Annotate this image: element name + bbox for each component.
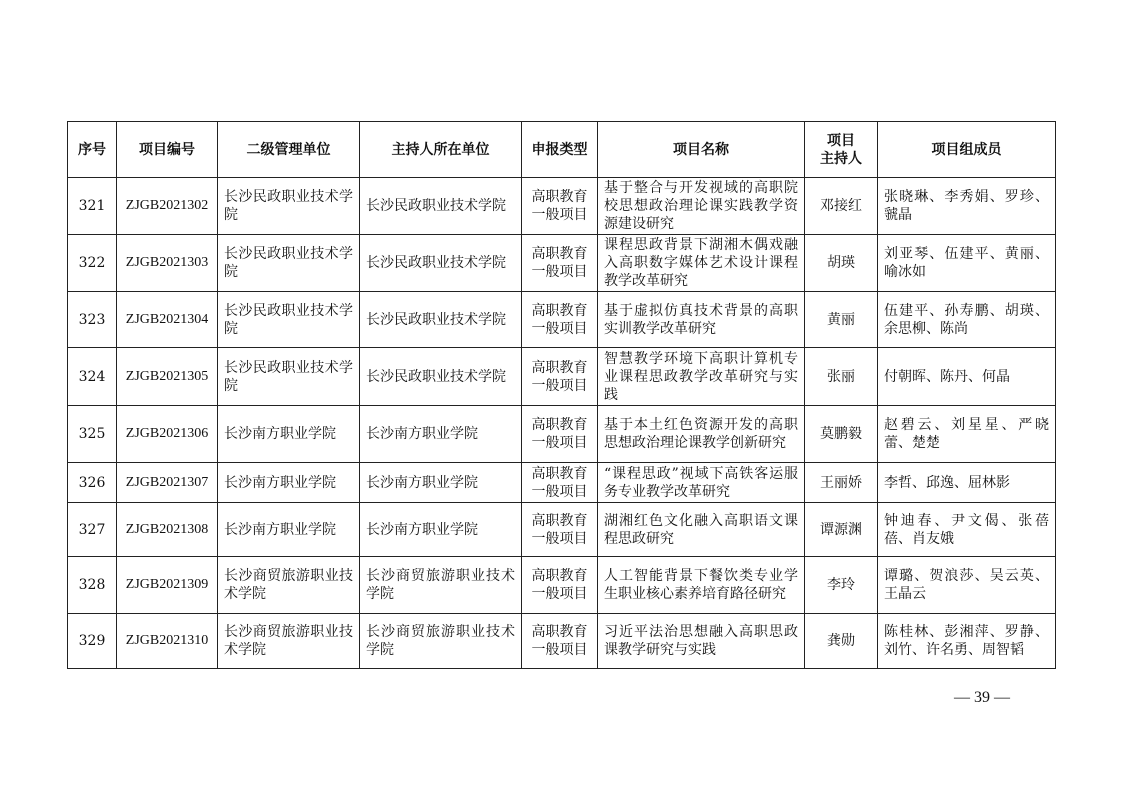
cell-name: 基于虚拟仿真技术背景的高职实训教学改革研究 [598,292,805,348]
header-type: 申报类型 [522,122,598,178]
cell-type: 高职教育一般项目 [522,463,598,503]
cell-index: 324 [68,348,117,406]
cell-host-unit: 长沙民政职业技术学院 [360,348,522,406]
table-row [68,463,1056,503]
cell-type: 高职教育一般项目 [522,235,598,292]
cell-members: 赵碧云、刘星星、严晓蕾、楚楚 [878,406,1056,463]
cell-host: 黄丽 [805,292,878,348]
cell-name: 智慧教学环境下高职计算机专业课程思政教学改革研究与实践 [598,348,805,406]
table-row [68,235,1056,292]
table-row [68,406,1056,463]
header-index: 序号 [68,122,117,178]
cell-index: 323 [68,292,117,348]
cell-host: 谭源渊 [805,503,878,557]
cell-host-unit: 长沙民政职业技术学院 [360,292,522,348]
cell-name: 习近平法治思想融入高职思政课教学研究与实践 [598,614,805,669]
cell-code: ZJGB2021310 [117,614,218,669]
cell-host: 莫鹏毅 [805,406,878,463]
header-host-line2: 主持人 [820,150,862,167]
cell-type: 高职教育一般项目 [522,406,598,463]
cell-unit: 长沙南方职业学院 [218,503,360,557]
cell-unit: 长沙民政职业技术学院 [218,178,360,235]
cell-code: ZJGB2021305 [117,348,218,406]
cell-code: ZJGB2021309 [117,557,218,614]
cell-index: 322 [68,235,117,292]
header-host [805,122,878,178]
cell-code: ZJGB2021308 [117,503,218,557]
cell-index: 328 [68,557,117,614]
header-name: 项目名称 [598,122,805,178]
cell-host: 李玲 [805,557,878,614]
cell-type: 高职教育一般项目 [522,557,598,614]
cell-index: 327 [68,503,117,557]
header-code: 项目编号 [117,122,218,178]
cell-members: 钟迪春、尹文偈、张蓓蓓、肖友娥 [878,503,1056,557]
cell-type: 高职教育一般项目 [522,292,598,348]
table-row [68,348,1056,406]
table-row [68,557,1056,614]
cell-type: 高职教育一般项目 [522,178,598,235]
cell-unit: 长沙民政职业技术学院 [218,348,360,406]
cell-name: 课程思政背景下湖湘木偶戏融入高职数字媒体艺术设计课程教学改革研究 [598,235,805,292]
header-members: 项目组成员 [878,122,1056,178]
table-row [68,614,1056,669]
cell-name: 基于本土红色资源开发的高职思想政治理论课教学创新研究 [598,406,805,463]
page-number: — 39 — [954,689,1010,706]
cell-type: 高职教育一般项目 [522,503,598,557]
cell-name: 基于整合与开发视域的高职院校思想政治理论课实践教学资源建设研究 [598,178,805,235]
cell-members: 付朝晖、陈丹、何晶 [878,348,1056,406]
cell-host-unit: 长沙民政职业技术学院 [360,235,522,292]
header-host-line1: 项目 [827,132,855,149]
cell-name: 人工智能背景下餐饮类专业学生职业核心素养培育路径研究 [598,557,805,614]
cell-index: 329 [68,614,117,669]
table-row [68,178,1056,235]
cell-host: 龚勋 [805,614,878,669]
cell-host: 胡瑛 [805,235,878,292]
cell-host-unit: 长沙商贸旅游职业技术学院 [360,614,522,669]
header-unit: 二级管理单位 [218,122,360,178]
cell-members: 刘亚琴、伍建平、黄丽、喻冰如 [878,235,1056,292]
table-header-row [68,122,1056,178]
cell-index: 321 [68,178,117,235]
cell-members: 李哲、邱逸、屈林影 [878,463,1056,503]
cell-unit: 长沙南方职业学院 [218,463,360,503]
cell-code: ZJGB2021303 [117,235,218,292]
cell-host-unit: 长沙南方职业学院 [360,406,522,463]
cell-host-unit: 长沙商贸旅游职业技术学院 [360,557,522,614]
cell-unit: 长沙民政职业技术学院 [218,235,360,292]
cell-members: 张晓琳、李秀娟、罗珍、虢晶 [878,178,1056,235]
cell-name: “课程思政”视域下高铁客运服务专业教学改革研究 [598,463,805,503]
cell-host: 王丽娇 [805,463,878,503]
cell-index: 326 [68,463,117,503]
cell-unit: 长沙商贸旅游职业技术学院 [218,557,360,614]
cell-name: 湖湘红色文化融入高职语文课程思政研究 [598,503,805,557]
cell-type: 高职教育一般项目 [522,614,598,669]
project-table [67,121,1056,669]
cell-members: 伍建平、孙寿鹏、胡瑛、余思柳、陈尚 [878,292,1056,348]
cell-type: 高职教育一般项目 [522,348,598,406]
cell-members: 谭璐、贺浪莎、吴云英、王晶云 [878,557,1056,614]
cell-host-unit: 长沙南方职业学院 [360,463,522,503]
cell-unit: 长沙民政职业技术学院 [218,292,360,348]
cell-members: 陈桂林、彭湘萍、罗静、刘竹、许名勇、周智韬 [878,614,1056,669]
cell-index: 325 [68,406,117,463]
cell-code: ZJGB2021304 [117,292,218,348]
table-body [68,178,1056,669]
table-row [68,292,1056,348]
cell-code: ZJGB2021306 [117,406,218,463]
cell-code: ZJGB2021302 [117,178,218,235]
cell-unit: 长沙南方职业学院 [218,406,360,463]
table-row [68,503,1056,557]
header-host-unit: 主持人所在单位 [360,122,522,178]
cell-unit: 长沙商贸旅游职业技术学院 [218,614,360,669]
cell-host-unit: 长沙民政职业技术学院 [360,178,522,235]
cell-host: 张丽 [805,348,878,406]
cell-code: ZJGB2021307 [117,463,218,503]
cell-host: 邓接红 [805,178,878,235]
cell-host-unit: 长沙南方职业学院 [360,503,522,557]
